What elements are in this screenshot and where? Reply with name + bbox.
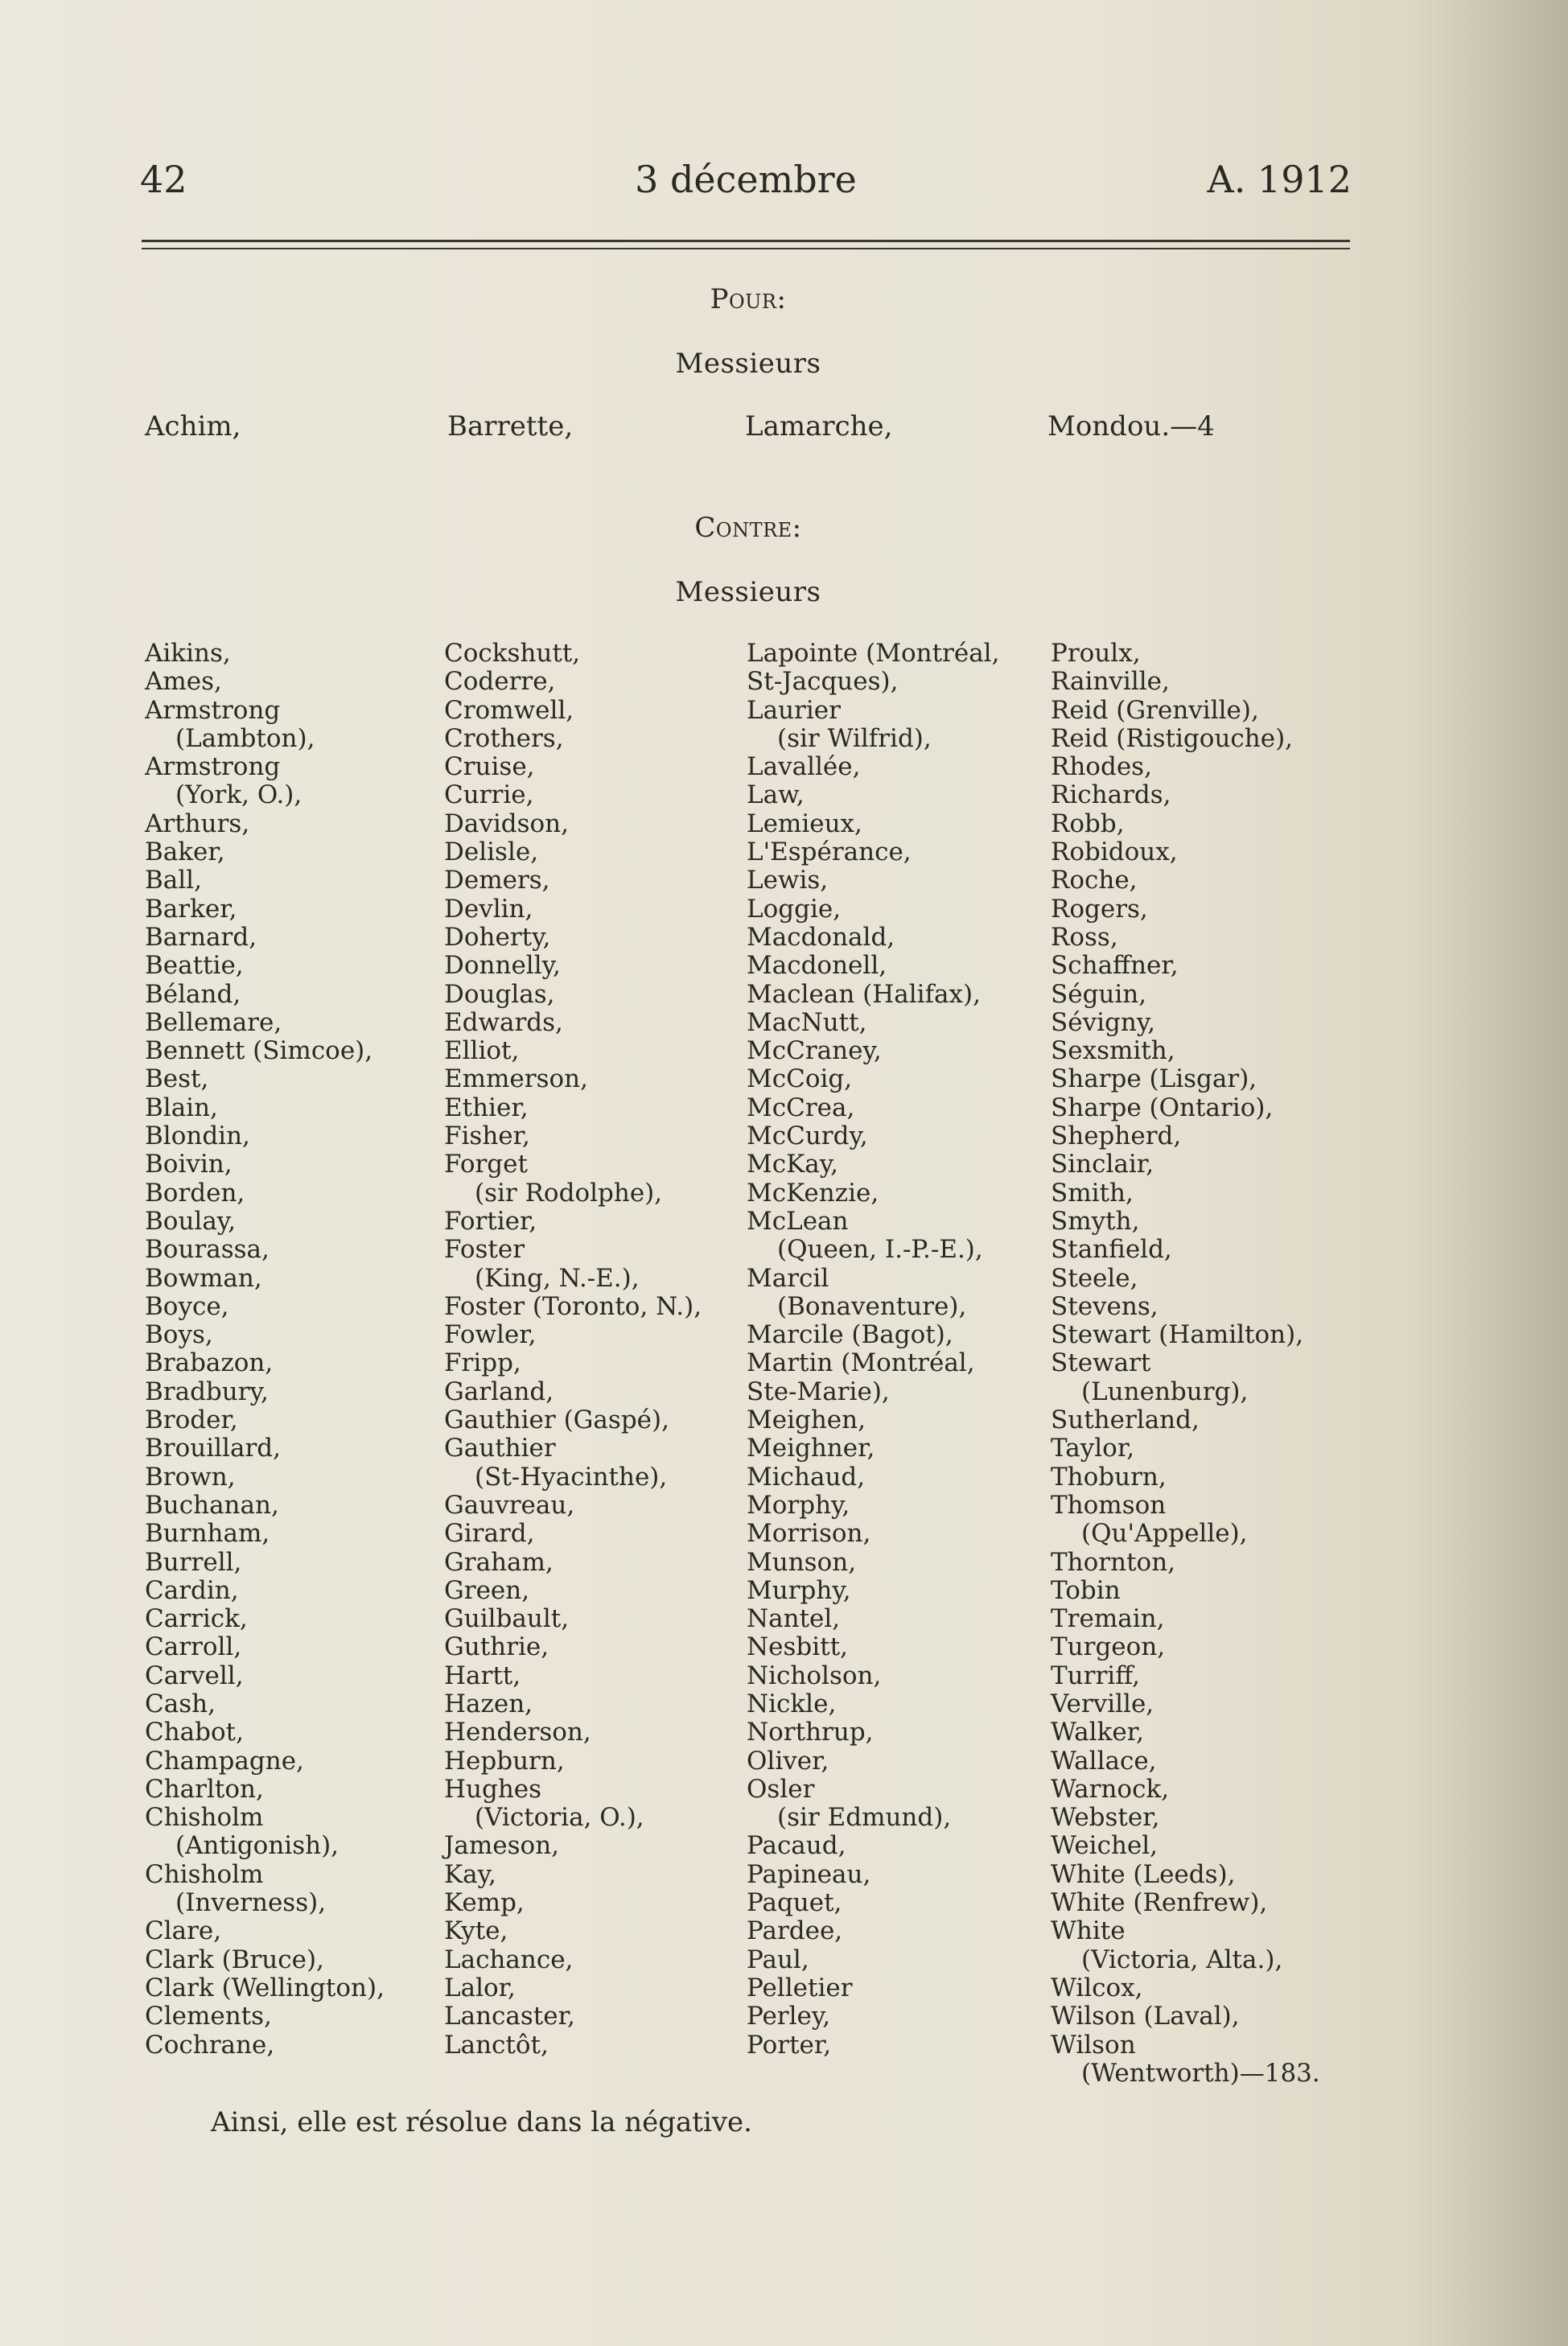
header-date: 3 décembre: [635, 158, 857, 201]
contre-name: Doherty,: [444, 922, 551, 952]
contre-name: Barker,: [145, 894, 237, 924]
contre-name: Kemp,: [444, 1888, 525, 1918]
contre-name: Stanfield,: [1051, 1235, 1172, 1265]
header-year: A. 1912: [1207, 158, 1352, 201]
contre-name: Sévigny,: [1051, 1007, 1156, 1037]
contre-name: White (Leeds),: [1051, 1859, 1236, 1889]
contre-name: Cochrane,: [145, 2030, 275, 2060]
contre-name: Carvell,: [145, 1661, 244, 1690]
contre-name: Béland,: [145, 979, 241, 1009]
contre-name: Sutherland,: [1051, 1406, 1200, 1435]
contre-name: McCraney,: [747, 1036, 882, 1066]
contre-name: McKay,: [747, 1150, 838, 1179]
contre-name: Blondin,: [145, 1122, 250, 1151]
contre-name: Stewart: [1051, 1348, 1151, 1378]
contre-name: Schaffner,: [1051, 951, 1179, 981]
header-rule-top: [142, 240, 1350, 242]
contre-name: Aikins,: [145, 639, 231, 668]
contre-name: Gauthier: [444, 1434, 556, 1463]
contre-name: Brouillard,: [145, 1434, 281, 1463]
contre-name: (Queen, I.-P.-E.),: [777, 1235, 983, 1265]
contre-name: Weichel,: [1051, 1831, 1159, 1861]
contre-name: (Inverness),: [175, 1888, 327, 1918]
result-statement: Ainsi, elle est résolue dans la négative.: [211, 2106, 752, 2138]
contre-name: Morphy,: [747, 1490, 850, 1520]
contre-name: Meighner,: [747, 1434, 875, 1463]
contre-name: Rainville,: [1051, 667, 1170, 697]
contre-name: Verville,: [1051, 1689, 1154, 1718]
contre-name: Gauvreau,: [444, 1490, 575, 1520]
contre-name: Macdonald,: [747, 922, 895, 952]
contre-name: Oliver,: [747, 1746, 829, 1776]
contre-name: Kyte,: [444, 1916, 508, 1946]
contre-name: Munson,: [747, 1547, 857, 1577]
contre-name: Walker,: [1051, 1718, 1144, 1747]
contre-name: Laurier: [747, 695, 841, 725]
contre-name: Emmerson,: [444, 1064, 588, 1094]
contre-name: Martin (Montréal,: [747, 1348, 975, 1378]
contre-name: Nesbitt,: [747, 1632, 848, 1662]
contre-subheading: Messieurs: [675, 576, 821, 608]
contre-name: Elliot,: [444, 1036, 520, 1066]
contre-name: Boulay,: [145, 1206, 237, 1236]
contre-name: Thoburn,: [1051, 1462, 1167, 1492]
contre-name: Barnard,: [145, 922, 257, 952]
contre-name: Ball,: [145, 866, 202, 895]
contre-name: Green,: [444, 1575, 530, 1605]
contre-name: (Victoria, O.),: [475, 1803, 644, 1833]
contre-name: Proulx,: [1051, 639, 1141, 668]
contre-name: Lachance,: [444, 1945, 574, 1974]
contre-name: White (Renfrew),: [1051, 1888, 1268, 1918]
contre-name: Nickle,: [747, 1689, 837, 1718]
contre-name: Macdonell,: [747, 951, 887, 981]
contre-name: Donnelly,: [444, 951, 561, 981]
contre-name: Borden,: [145, 1178, 245, 1208]
contre-name: Carrick,: [145, 1604, 248, 1634]
contre-name: Charlton,: [145, 1774, 264, 1804]
contre-column-3: [747, 640, 1052, 2060]
contre-name: Jameson,: [444, 1831, 560, 1861]
contre-name: Robidoux,: [1051, 838, 1178, 867]
contre-name: Sharpe (Lisgar),: [1051, 1064, 1257, 1094]
contre-name: Thomson: [1051, 1490, 1167, 1520]
contre-column-4: [1051, 640, 1356, 2088]
contre-name: (Qu'Appelle),: [1081, 1519, 1248, 1549]
contre-name: Northrup,: [747, 1718, 874, 1747]
contre-name: Hartt,: [444, 1661, 521, 1690]
contre-name: Bowman,: [145, 1263, 262, 1293]
contre-name: Currie,: [444, 780, 534, 810]
contre-name: Chabot,: [145, 1718, 244, 1747]
contre-name: Turgeon,: [1051, 1632, 1166, 1662]
contre-name: Guthrie,: [444, 1632, 549, 1662]
contre-name: Hughes: [444, 1774, 542, 1804]
page-number: 42: [140, 158, 187, 201]
contre-name: Richards,: [1051, 780, 1171, 810]
contre-name: Maclean (Halifax),: [747, 979, 981, 1009]
contre-name: Law,: [747, 780, 805, 810]
contre-name: Crothers,: [444, 723, 564, 753]
contre-name: Devlin,: [444, 894, 533, 924]
contre-name: Kay,: [444, 1859, 496, 1889]
contre-heading: Contre:: [694, 512, 802, 544]
contre-name: Coderre,: [444, 667, 556, 697]
contre-name: (Lambton),: [175, 723, 315, 753]
contre-name: Hazen,: [444, 1689, 533, 1718]
contre-name: Best,: [145, 1064, 209, 1094]
contre-name: Wallace,: [1051, 1746, 1157, 1776]
contre-name: Smyth,: [1051, 1206, 1140, 1236]
contre-name: Paul,: [747, 1945, 809, 1974]
contre-name: Brabazon,: [145, 1348, 274, 1378]
contre-name: Cardin,: [145, 1575, 239, 1605]
contre-name: Clark (Wellington),: [145, 1973, 385, 2002]
contre-name: Ross,: [1051, 922, 1118, 952]
contre-name: Robb,: [1051, 809, 1125, 838]
contre-name: Pardee,: [747, 1916, 843, 1946]
contre-name: Taylor,: [1051, 1434, 1135, 1463]
contre-name: Chisholm: [145, 1803, 264, 1833]
header-rule-bottom: [142, 248, 1350, 249]
contre-name: Wilcox,: [1051, 1973, 1143, 2002]
contre-name: Burnham,: [145, 1519, 270, 1549]
contre-name: Armstrong: [145, 695, 281, 725]
contre-name: (King, N.-E.),: [475, 1263, 640, 1293]
contre-name: McCrea,: [747, 1093, 855, 1122]
contre-name: Stevens,: [1051, 1291, 1159, 1321]
contre-name: Roche,: [1051, 866, 1138, 895]
contre-name: Webster,: [1051, 1803, 1160, 1833]
contre-name: Sinclair,: [1051, 1150, 1154, 1179]
contre-name: Sexsmith,: [1051, 1036, 1175, 1066]
contre-name: Foster (Toronto, N.),: [444, 1291, 702, 1321]
contre-name: Marcile (Bagot),: [747, 1320, 953, 1350]
contre-name: Pacaud,: [747, 1831, 846, 1861]
contre-name: Clark (Bruce),: [145, 1945, 324, 1974]
pour-name: Lamarche,: [745, 410, 893, 442]
contre-name: (Wentworth)—183.: [1081, 2058, 1320, 2088]
contre-name: Fortier,: [444, 1206, 537, 1236]
contre-name: Graham,: [444, 1547, 554, 1577]
contre-name: Blain,: [145, 1093, 218, 1122]
contre-name: (York, O.),: [175, 780, 302, 810]
contre-name: Chisholm: [145, 1859, 264, 1889]
contre-name: Tobin: [1051, 1575, 1121, 1605]
contre-name: Fisher,: [444, 1122, 530, 1151]
contre-name: Stewart (Hamilton),: [1051, 1320, 1304, 1350]
contre-name: Boyce,: [145, 1291, 229, 1321]
contre-name: Bourassa,: [145, 1235, 270, 1265]
contre-name: Lemieux,: [747, 809, 862, 838]
contre-name: Ames,: [145, 667, 222, 697]
contre-name: Smith,: [1051, 1178, 1134, 1208]
contre-name: Girard,: [444, 1519, 535, 1549]
contre-name: Reid (Grenville),: [1051, 695, 1259, 725]
contre-name: Sharpe (Ontario),: [1051, 1093, 1274, 1122]
contre-name: Davidson,: [444, 809, 569, 838]
contre-name: Demers,: [444, 866, 550, 895]
contre-name: Meighen,: [747, 1406, 866, 1435]
contre-name: Paquet,: [747, 1888, 842, 1918]
contre-column-2: [444, 640, 750, 2060]
contre-name: Ste-Marie),: [747, 1377, 890, 1406]
contre-name: Champagne,: [145, 1746, 304, 1776]
contre-name: Brown,: [145, 1462, 236, 1492]
contre-name: Boys,: [145, 1320, 213, 1350]
contre-name: Bennett (Simcoe),: [145, 1036, 373, 1066]
contre-name: L'Espérance,: [747, 838, 912, 867]
contre-name: Pelletier: [747, 1973, 853, 2002]
contre-name: Clements,: [145, 2002, 272, 2031]
contre-name: Arthurs,: [145, 809, 250, 838]
contre-name: Edwards,: [444, 1007, 563, 1037]
contre-name: Perley,: [747, 2002, 831, 2031]
contre-name: Steele,: [1051, 1263, 1138, 1293]
contre-name: (Antigonish),: [175, 1831, 340, 1861]
pour-subheading: Messieurs: [675, 348, 821, 380]
contre-name: McLean: [747, 1206, 849, 1236]
contre-name: Guilbault,: [444, 1604, 570, 1634]
contre-name: Michaud,: [747, 1462, 866, 1492]
contre-name: Séguin,: [1051, 979, 1147, 1009]
contre-name: Burrell,: [145, 1547, 242, 1577]
contre-name: (sir Rodolphe),: [475, 1178, 663, 1208]
contre-name: Rhodes,: [1051, 752, 1152, 782]
contre-name: Buchanan,: [145, 1490, 279, 1520]
contre-name: Henderson,: [444, 1718, 591, 1747]
contre-name: Lapointe (Montréal,: [747, 639, 1000, 668]
contre-name: Morrison,: [747, 1519, 871, 1549]
contre-name: Cruise,: [444, 752, 535, 782]
contre-name: Lavallée,: [747, 752, 861, 782]
contre-name: McCoig,: [747, 1064, 853, 1094]
pour-name: Achim,: [145, 410, 241, 442]
contre-name: (Bonaventure),: [777, 1291, 967, 1321]
contre-name: Thornton,: [1051, 1547, 1176, 1577]
page-header: [140, 158, 1352, 214]
contre-name: Lalor,: [444, 1973, 516, 2002]
contre-name: (sir Wilfrid),: [777, 723, 932, 753]
contre-name: Garland,: [444, 1377, 554, 1406]
contre-name: Lewis,: [747, 866, 829, 895]
contre-name: Rogers,: [1051, 894, 1148, 924]
contre-name: Douglas,: [444, 979, 555, 1009]
contre-name: (St-Hyacinthe),: [475, 1462, 668, 1492]
contre-name: Hepburn,: [444, 1746, 565, 1776]
contre-name: Boivin,: [145, 1150, 233, 1179]
contre-name: Bellemare,: [145, 1007, 282, 1037]
contre-name: Cash,: [145, 1689, 216, 1718]
contre-name: (sir Edmund),: [777, 1803, 952, 1833]
contre-name: Foster: [444, 1235, 525, 1265]
contre-name: Reid (Ristigouche),: [1051, 723, 1294, 753]
contre-name: McCurdy,: [747, 1122, 868, 1151]
contre-name: Lancaster,: [444, 2002, 575, 2031]
contre-name: White: [1051, 1916, 1126, 1946]
contre-name: Cromwell,: [444, 695, 574, 725]
contre-name: Armstrong: [145, 752, 281, 782]
contre-name: Gauthier (Gaspé),: [444, 1406, 669, 1435]
contre-name: Fripp,: [444, 1348, 521, 1378]
contre-name: Tremain,: [1051, 1604, 1165, 1634]
contre-column-1: [145, 640, 451, 2060]
contre-name: Nicholson,: [747, 1661, 882, 1690]
contre-name: Beattie,: [145, 951, 244, 981]
contre-name: (Lunenburg),: [1081, 1377, 1249, 1406]
contre-name: Forget: [444, 1150, 528, 1179]
contre-name: Papineau,: [747, 1859, 871, 1889]
contre-name: Shepherd,: [1051, 1122, 1182, 1151]
contre-name: Baker,: [145, 838, 225, 867]
contre-name: Cockshutt,: [444, 639, 581, 668]
contre-name: McKenzie,: [747, 1178, 879, 1208]
pour-name: Mondou.—4: [1047, 410, 1215, 442]
contre-name: Wilson (Laval),: [1051, 2002, 1240, 2031]
contre-name: Warnock,: [1051, 1774, 1170, 1804]
contre-name: Osler: [747, 1774, 815, 1804]
contre-name: Loggie,: [747, 894, 842, 924]
contre-name: Marcil: [747, 1263, 829, 1293]
contre-name: Ethier,: [444, 1093, 529, 1122]
contre-name: Delisle,: [444, 838, 539, 867]
contre-name: Murphy,: [747, 1575, 851, 1605]
contre-name: Turriff,: [1051, 1661, 1140, 1690]
contre-name: Clare,: [145, 1916, 222, 1946]
contre-name: Carroll,: [145, 1632, 242, 1662]
contre-name: Nantel,: [747, 1604, 841, 1634]
contre-name: (Victoria, Alta.),: [1081, 1945, 1283, 1974]
pour-name: Barrette,: [447, 410, 574, 442]
contre-name: Bradbury,: [145, 1377, 269, 1406]
contre-name: MacNutt,: [747, 1007, 867, 1037]
contre-name: St-Jacques),: [747, 667, 899, 697]
contre-name: Lanctôt,: [444, 2030, 549, 2060]
contre-name: Wilson: [1051, 2030, 1136, 2060]
contre-name: Porter,: [747, 2030, 832, 2060]
contre-name: Broder,: [145, 1406, 238, 1435]
contre-name: Fowler,: [444, 1320, 537, 1350]
pour-heading: Pour:: [710, 283, 787, 315]
